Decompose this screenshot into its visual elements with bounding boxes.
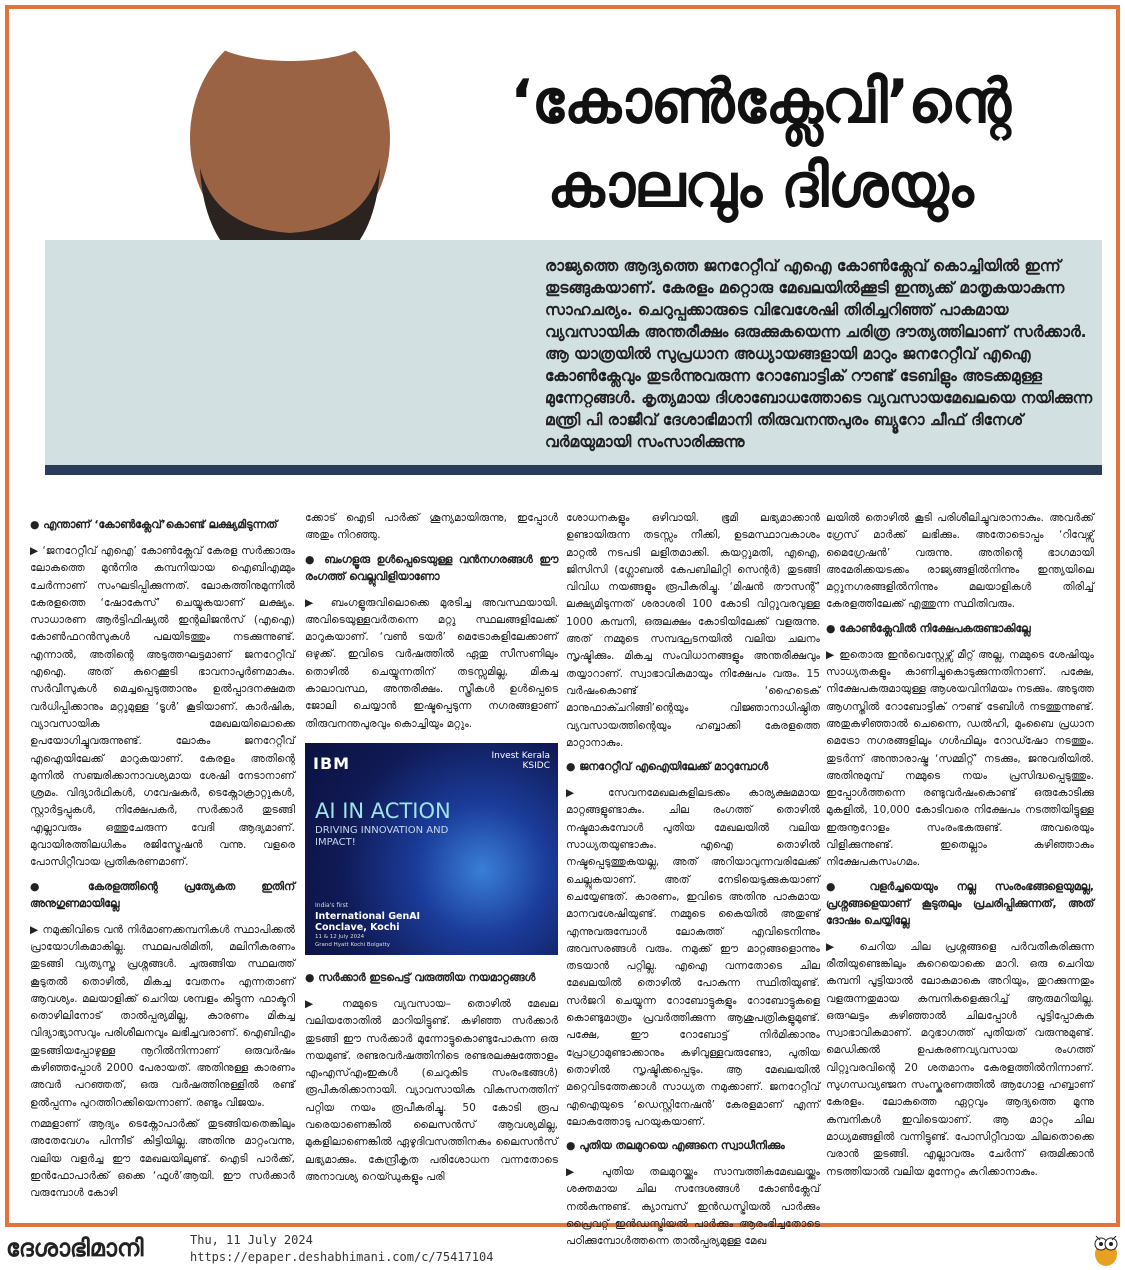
answer-paragraph: ശോധനകളും ഒഴിവായി. ഭൂമി ലഭ്യമാക്കാൻ ഉണ്ടായിരുന്ന തടസ്സം നീക്കി, ഉടമസ്ഥാവകാശം മാറ്റൽ നടപടി ലളിതമാക്കി. കയറ്റുമതി, എഐ, ജിസിസി (ഗ്ലോബൽ കേപബിലിറ്റി സെന്റർ) തുടങ്ങി വിവിധ നയങ്ങളും രൂപീകരിച്ചു. ‘മിഷൻ തൗസന്റ്’ ലക്ഷ്യമിടുന്നത് ശരാശരി 100 കോടി വിറ്റുവരവുള്ള 1000 കമ്പനി, ഒരുലക്ഷം കോടിയിലേക്ക് വളരുന്നു. അത് നമ്മുടെ സമ്പദ്ഘടനയിൽ വലിയ ചലനം സൃഷ്ടിക്കും. മികച്ച സംവിധാനങ്ങളും അന്തരീക്ഷവും തയ്യാറാണ്. സ്വാഭാവികമായും നിക്ഷേപം വരും. 15 വർഷംകൊണ്ട് ‘ഹൈടെക് മാനുഫാക്ചറിങ്ങി’ന്റെയും വിജ്ഞാനാധിഷ്ഠിത വ്യവസായത്തിന്റെയും ഹബ്ബാക്കി കേരളത്തെ മാറ്റാനാകും. bbox=[566, 512, 820, 749]
deshabhimani-logo: ദേശാഭിമാനി bbox=[6, 1234, 144, 1262]
answer-paragraph: ▶ ചെറിയ ചില പ്രശ്നങ്ങളെ പർവതീകരിക്കുന്ന രീതിയുണ്ടെങ്കിലും കുറെയൊക്കെ മാറി. ഒരു ചെറിയ കമ്പനി പൂട്ടിയാൽ ലോകമാകെ അറിയും, തുറക്കുന്നതും വളരുന്നതുമായ കമ്പനികളെക്കുറിച്ച് ആരുമറിയില്ല. ഒരുഘട്ടം കഴിഞ്ഞാൽ ചിലപ്പോൾ പൂട്ടിപ്പോകുക സ്വാഭാവികമാണ്. മറുഭാഗത്ത് പുതിയത് വരുന്നുമുണ്ട്. മെഡിക്കൽ ഉപകരണവ്യവസായ രംഗത്ത് വിറ്റുവരവിന്റെ 20 ശതമാനം കേരളത്തിൽനിന്നാണ്. സുഗന്ധവ്യഞ്ജന സംസ്കരണത്തിൽ ആഗോള ഹബ്ബാണ് കേരളം. ലോകത്തെ ഏറ്റവും ആദ്യത്തെ മൂന്നു കമ്പനികൾ ഇവിടെയാണ്. ആ മാറ്റം ചില മാധ്യമങ്ങളിൽ വന്നിട്ടുണ്ട്. പോസിറ്റീവായ ചിലതൊക്കെ വരാൻ തുടങ്ങി. എല്ലാവരും ചേർന്ന് ഒരുമിക്കാൻ നടത്തിയാൽ വലിയ മുന്നേറ്റം കുറിക്കാനാകും. bbox=[826, 939, 1094, 1181]
question-heading: ● ബംഗളൂരു ഉൾപ്പെടെയുള്ള വൻനഗരങ്ങൾ ഈ രംഗത്ത് വെല്ലുവിളിയാണോ bbox=[305, 551, 558, 585]
answer-paragraph: ക്കോട് ഐടി പാർക്ക് ശൂന്യമായിരുന്നു, ഇപ്പോൾ അതും നിറഞ്ഞു. bbox=[305, 512, 558, 542]
question-heading: ● ജനറേറ്റീവ് എഐയിലേക്ക് മാറുമ്പോൾ bbox=[566, 758, 820, 775]
ad-subtitle: DRIVING INNOVATION AND IMPACT! bbox=[315, 824, 449, 848]
ad-venue: Grand Hyatt Kochi Bolgatty bbox=[315, 941, 391, 948]
question-heading: ● കേരളത്തിന്റെ പ്രത്യേകത ഇതിന് അനുഗുണമായില്ലേ bbox=[30, 878, 295, 912]
article-column bbox=[566, 510, 820, 1255]
ibm-logo: IBM bbox=[313, 753, 351, 773]
headline-line-1: ‘കോൺക്ലേവി’ന്റെ bbox=[510, 67, 1010, 137]
partner-logos bbox=[491, 751, 550, 771]
headline bbox=[415, 60, 1105, 228]
answer-paragraph: ▶ ഇതൊരു ഇൻവെസ്റ്റേഴ്സ് മീറ്റ് അല്ല, നമ്മുടെ ശേഷിയും സാധ്യതകളും കാണിച്ചുകൊടുക്കുന്നതിനാണ്. പക്ഷേ, നിക്ഷേപകരുമായുള്ള ആശയവിനിമയം നടക്കും. അടുത്ത ആഗസ്തിൽ റോബോട്ടിക് റൗണ്ട് ടേബിൾ നടത്തുന്നുണ്ട്. അതുകഴിഞ്ഞാൽ ചെന്നൈ, ഡൽഹി, മുംബൈ പ്രധാന മെട്രോ നഗരങ്ങളിലും ഗൾഫിലും റോഡ്ഷോ നടത്തും. തുടർന്ന് അന്താരാഷ്ട്ര ‘സമ്മിറ്റ്’ നടക്കും, ജനുവരിയിൽ. അതിനുമുമ്പ് നമ്മുടെ നയം പ്രസിദ്ധപ്പെടുത്തും. ഇപ്പോൾത്തന്നെ രണ്ടുവർഷംകൊണ്ട് ഒരുകോടിക്കു മുകളിൽ, 10,000 കോടിവരെ നിക്ഷേപം നടത്തിയിട്ടുള്ള ഇരുനൂറോളം സംരംഭകരുണ്ട്. അവരെയും വിളിക്കുന്നുണ്ട്. ഇതെല്ലാം കഴിഞ്ഞാകും നിക്ഷേപകസംഗമം. bbox=[826, 647, 1094, 872]
ad-event: International GenAI Conclave, Kochi bbox=[315, 910, 421, 933]
answer-paragraph: ലയിൽ തൊഴിൽ കൂടി പരിശീലിച്ചുവരാനാകും. അവർക്ക് ഗ്രേസ് മാർക്ക് ലഭിക്കും. അതോടൊപ്പം ‘റിവേഴ്സ് മൈഗ്രേഷൻ’ വരുന്നു. അതിന്റെ ഭാഗമായി അമേരിക്കയടക്കം രാജ്യങ്ങളിൽനിന്നും ഇന്ത്യയിലെ മറ്റുനഗരങ്ങളിൽനിന്നും മലയാളികൾ തിരിച്ച് കേരളത്തിലേക്ക് എത്തുന്ന സ്ഥിതിവരും. bbox=[826, 512, 1094, 611]
partner-logo: KSIDC bbox=[522, 760, 550, 771]
epaper-link[interactable]: https://epaper.deshabhimani.com/c/75417104 bbox=[190, 1250, 494, 1264]
article-column bbox=[30, 510, 295, 1206]
question-heading: ● പുതിയ തലമുറയെ എങ്ങനെ സ്വാധീനിക്കും bbox=[566, 1137, 820, 1154]
footer bbox=[0, 1230, 1125, 1270]
question-heading: ● കോൺക്ലേവിൽ നിക്ഷേപകരുണ്ടാകില്ലേ bbox=[826, 620, 1094, 637]
ad-dates: 11 & 12 July 2024 bbox=[315, 933, 365, 940]
article-column bbox=[305, 510, 558, 1190]
owl-mascot-icon bbox=[1093, 1232, 1119, 1266]
answer-paragraph: ▶ പുതിയ തലമുറയ്ക്കും സാമ്പത്തികമേഖലയ്ക്കും ശക്തമായ ചില സന്ദേശങ്ങൾ കോൺക്ലേവ് നൽകുന്നുണ്ട്. ക്യാമ്പസ് ഇൻഡസ്ട്രിയൽ പാർക്കും പ്രൈവറ്റ് ഇൻഡസ്ട്രിയൽ പാർക്കും ആരംഭിച്ചതോടെ പഠിക്കുമ്പോൾത്തന്നെ താൽപ്പര്യമുള്ള മേഖ bbox=[566, 1164, 820, 1250]
question-heading: ● എന്താണ് ‘കോൺക്ലേവ്’കൊണ്ട് ലക്ഷ്യമിടുന്നത് bbox=[30, 516, 295, 533]
answer-paragraph: ▶ സേവനമേഖലകളിലടക്കം കാര്യക്ഷമമായ മാറ്റങ്ങളുണ്ടാകും. ചില രംഗത്ത് തൊഴിൽ നഷ്ടമാകുമ്പോൾ പുതിയ മേഖലയിൽ വലിയ സാധ്യതയുണ്ടാകും. എഐ തൊഴിൽ നഷ്ടപ്പെടുത്തുകയല്ല, അത് അറിയാവുന്നവരിലേക്ക് ചെല്ലുകയാണ്. അത് നേടിയെടുക്കുകയാണ് ചെയ്യേണ്ടത്. കാരണം, ഇവിടെ അതിനു പാകമായ മാനവശേഷിയുണ്ട്. നമ്മുടെ കൈയിൽ അതുണ്ട് എന്നുവരുമ്പോൾ ലോകത്ത് എവിടെനിന്നും അവസരങ്ങൾ വരും. നമുക്ക് ഈ മാറ്റങ്ങളൊന്നും തടയാൻ പറ്റില്ല. എഐ വന്നതോടെ ചില മേഖലയിൽ തൊഴിൽ പോകുന്ന സ്ഥിതിയുണ്ട്. സർജറി ചെയ്യുന്ന റോബോട്ടുകളും റോബോട്ടുകളെ കൊണ്ടുമാത്രം പ്രവർത്തിക്കുന്ന ആശുപത്രികളുമുണ്ട്. പക്ഷേ, ഈ റോബോട്ട് നിർമിക്കാനും പ്രോഗ്രാമുണ്ടാക്കാനും കഴിവുള്ളവരുണ്ടോ, പുതിയ തൊഴിൽ സൃഷ്ടിക്കപ്പെടും. ആ മേഖലയിൽ മറ്റെവിടത്തേക്കാൾ സാധ്യത നമുക്കാണ്. ജനറേറ്റീവ് എഐയുടെ ‘ഡെസ്റ്റിനേഷൻ’ കേരളമാണ് എന്ന് ലോകത്തോടു പറയുകയാണ്. bbox=[566, 785, 820, 1131]
answer-paragraph: ▶ നമുക്കിവിടെ വൻ നിർമാണക്കമ്പനികൾ സ്ഥാപിക്കൽ പ്രായോഗികമാകില്ല. സ്ഥലപരിമിതി, മലിനീകരണം തുടങ്ങി വ്യത്യസ്ത പ്രശ്നങ്ങൾ. ചുരുങ്ങിയ സ്ഥലത്ത് കൂടുതൽ തൊഴിൽ, മികച്ച വേതനം എന്നതാണ് ആവശ്യം. മലയാളിക്ക് ചെറിയ ശമ്പളം കിട്ടുന്ന ഫാക്ടറി തൊഴിലിനോട് താൽപ്പര്യമില്ല, കാരണം മികച്ച വിദ്യാഭ്യാസവും പരിശീലനവും ലഭിച്ചവരാണ്. ഐബിഎം തുടങ്ങിയപ്പോഴുള്ള നൂറിൽനിന്നാണ് ഒരുവർഷം കഴിഞ്ഞപ്പോൾ 2000 പേരായത്. അതിനുള്ള കാരണം അവർ പറഞ്ഞത്, ഒരു വർഷത്തിനുള്ളിൽ രണ്ട് ഉൽപ്പന്നം പുറത്തിറക്കിയെന്നാണ്. രണ്ടും വിജയം. bbox=[30, 922, 295, 1112]
divider-bar bbox=[45, 465, 1102, 475]
answer-paragraph: ▶ നമ്മുടെ വ്യവസായ– തൊഴിൽ മേഖല വലിയതോതിൽ മാറിയിട്ടുണ്ട്. കഴിഞ്ഞ സർക്കാർ തുടങ്ങി ഈ സർക്കാർ മുന്നോട്ടുകൊണ്ടുപോകുന്ന ഒരു നയമുണ്ട്. രണ്ടരവർഷത്തിനിടെ രണ്ടരലക്ഷത്തോളം എംഎസ്എംഇകൾ (ചെറുകിട സംരംഭങ്ങൾ) രൂപീകരിക്കാനായി. വ്യാവസായിക വികസനത്തിന് പറ്റിയ നയം രൂപീകരിച്ചു. 50 കോടി രൂപ വരെയാണെങ്കിൽ ലൈസൻസ് ആവശ്യമില്ല, മുകളിലാണെങ്കിൽ ഏഴുദിവസത്തിനകം ലൈസൻസ് ലഭ്യമാക്കും. കേന്ദ്രീകൃത പരിശോധന വന്നതോടെ അനാവശ്യ റെയ്ഡുകളും പരി bbox=[305, 996, 558, 1186]
headline-line-2: കാലവും ദിശയും bbox=[547, 151, 973, 221]
answer-paragraph: ▶ ‘ജനറേറ്റീവ് എഐ’ കോൺക്ലേവ് കേരള സർക്കാരും ലോകത്തെ മുൻനിര കമ്പനിയായ ഐബിഎമ്മും ചേർന്നാണ് സംഘടിപ്പിക്കുന്നത്. ലോകത്തിനുമുന്നിൽ കേരളത്തെ ‘ഷോകേസ്’ ചെയ്യുകയാണ് ലക്ഷ്യം. സാധാരണ ആർട്ടിഫിഷ്യൽ ഇന്റലിജൻസ് (എഐ) കോൺഫറൻസുകൾ പലയിടത്തും നടക്കുന്നുണ്ട്. എന്നാൽ, അതിന്റെ അടുത്തഘട്ടമാണ് ജനറേറ്റീവ് എഐ. അത് കുറെക്കൂടി ഭാവനാപൂർണമാകും. സർവീസുകൾ മെച്ചപ്പെടുത്താനും ഉൽപ്പാദനക്ഷമത വർധിപ്പിക്കാനും മറ്റുമുള്ള ‘ടൂൾ’ കൂടിയാണ്. കാർഷിക, വ്യാവസായിക മേഖലയിലൊക്കെ ഉപയോഗിച്ചുവരുന്നുണ്ട്. ലോകം ജനറേറ്റീവ് എഐയിലേക്ക് മാറുകയാണ്. കേരളം അതിന്റെ മുന്നിൽ സഞ്ചരിക്കാനാവശ്യമായ ശേഷി നേടാനാണ് ശ്രമം. വിദ്യാർഥികൾ, ഗവേഷകർ, ടെക്നോക്രാറ്റുകൾ, സ്റ്റാർട്ടപ്പുകൾ, നിക്ഷേപകർ, സർക്കാർ തുടങ്ങി എല്ലാവരും ഒത്തുചേരുന്ന വേദി ആദ്യമാണ്. മുവായിരത്തിലധികം രജിസ്ട്രേഷൻ വന്നു. വളരെ പോസിറ്റീവായ പ്രതികരണമാണ്. bbox=[30, 543, 295, 872]
intro-text: രാജ്യത്തെ ആദ്യത്തെ ജനറേറ്റീവ് എഐ കോൺക്ലേവ് കൊച്ചിയിൽ ഇന്ന് തുടങ്ങുകയാണ്. കേരളം മറ്റൊരു മേഖലയിൽക്കൂടി ഇന്ത്യക്ക് മാതൃകയാകുന്ന സാഹചര്യം. ചെറുപ്പക്കാരുടെ വിഭവശേഷി തിരിച്ചറിഞ്ഞ് പാകമായ വ്യവസായിക അന്തരീക്ഷം ഒരുക്കുകയെന്ന ചരിത്ര ദൗത്യത്തിലാണ് സർക്കാർ. ആ യാത്രയിൽ സുപ്രധാന അധ്യായങ്ങളായി മാറും ജനറേറ്റീവ് എഐ കോൺക്ലേവും തുടർന്നുവരുന്ന റോബോട്ടിക് റൗണ്ട് ടേബിളും അടക്കമുള്ള മുന്നേറ്റങ്ങൾ. കൃത്യമായ ദിശാബോധത്തോടെ വ്യവസായമേഖലയെ നയിക്കുന്ന മന്ത്രി പി രാജീവ് ദേശാഭിമാനി തിരുവനന്തപുരം ബ്യൂറോ ചീഫ് ദിനേശ് വർമയുമായി സംസാരിക്കുന്നു bbox=[545, 257, 1093, 451]
edition-date: Thu, 11 July 2024 bbox=[190, 1233, 313, 1247]
question-heading: ● വളർച്ചയെയും നല്ല സംരംഭങ്ങളെയുമല്ല, പ്രശ്നങ്ങളെയാണ് കൂടുതലും പ്രചരിപ്പിക്കുന്നത്, അത് ദോഷം ചെയ്യില്ലേ bbox=[826, 878, 1094, 929]
answer-paragraph: ▶ ബംഗളൂരുവിലൊക്കെ മുരടിച്ച അവസ്ഥയായി. അവിടെയുള്ളവർതന്നെ മറ്റു സ്ഥലങ്ങളിലേക്ക് മാറുകയാണ്. ‘വൺ ടയർ’ മെട്രോകളിലേക്കാണ് ഒഴുക്ക്. ഇവിടെ വർഷത്തിൽ ഏതു സീസണിലും തൊഴിൽ ചെയ്യുന്നതിന് തടസ്സമില്ല, മികച്ച കാലാവസ്ഥ, അന്തരീക്ഷം. സ്ത്രീകൾ ഉൾപ്പെടെ ജോലി ചെയ്യാൻ ഇഷ്ടപ്പെടുന്ന നഗരങ്ങളാണ് തിരുവനന്തപുരവും കൊച്ചിയും മറ്റും. bbox=[305, 595, 558, 733]
ad-title: AI IN ACTION bbox=[315, 798, 451, 823]
article-column bbox=[826, 510, 1094, 1185]
ad-heading-group bbox=[315, 799, 485, 849]
question-heading: ● സർക്കാർ ഇടപെട്ട് വരുത്തിയ നയമാറ്റങ്ങൾ bbox=[305, 969, 558, 986]
genai-conclave-ad bbox=[305, 743, 558, 955]
ad-event-group bbox=[315, 902, 465, 949]
answer-paragraph: നമ്മളാണ് ആദ്യം ടെക്നോപാർക്ക് തുടങ്ങിയതെങ്കിലും അതേവേഗം പിന്നീട് കിട്ടിയില്ല. അതിനു മാറ്റംവന്നു, വലിയ വളർച്ച ഈ മേഖലയിലുണ്ട്. ഐടി പാർക്ക്, ഇൻഫോപാർക്ക് ഒക്കെ ‘ഫുൾ’ആയി. ഈ സർക്കാർ വരുമ്പോൾ കോഴി bbox=[30, 1117, 295, 1200]
ad-kicker: India's first bbox=[315, 901, 349, 909]
partner-logo: Invest Kerala bbox=[491, 750, 550, 761]
